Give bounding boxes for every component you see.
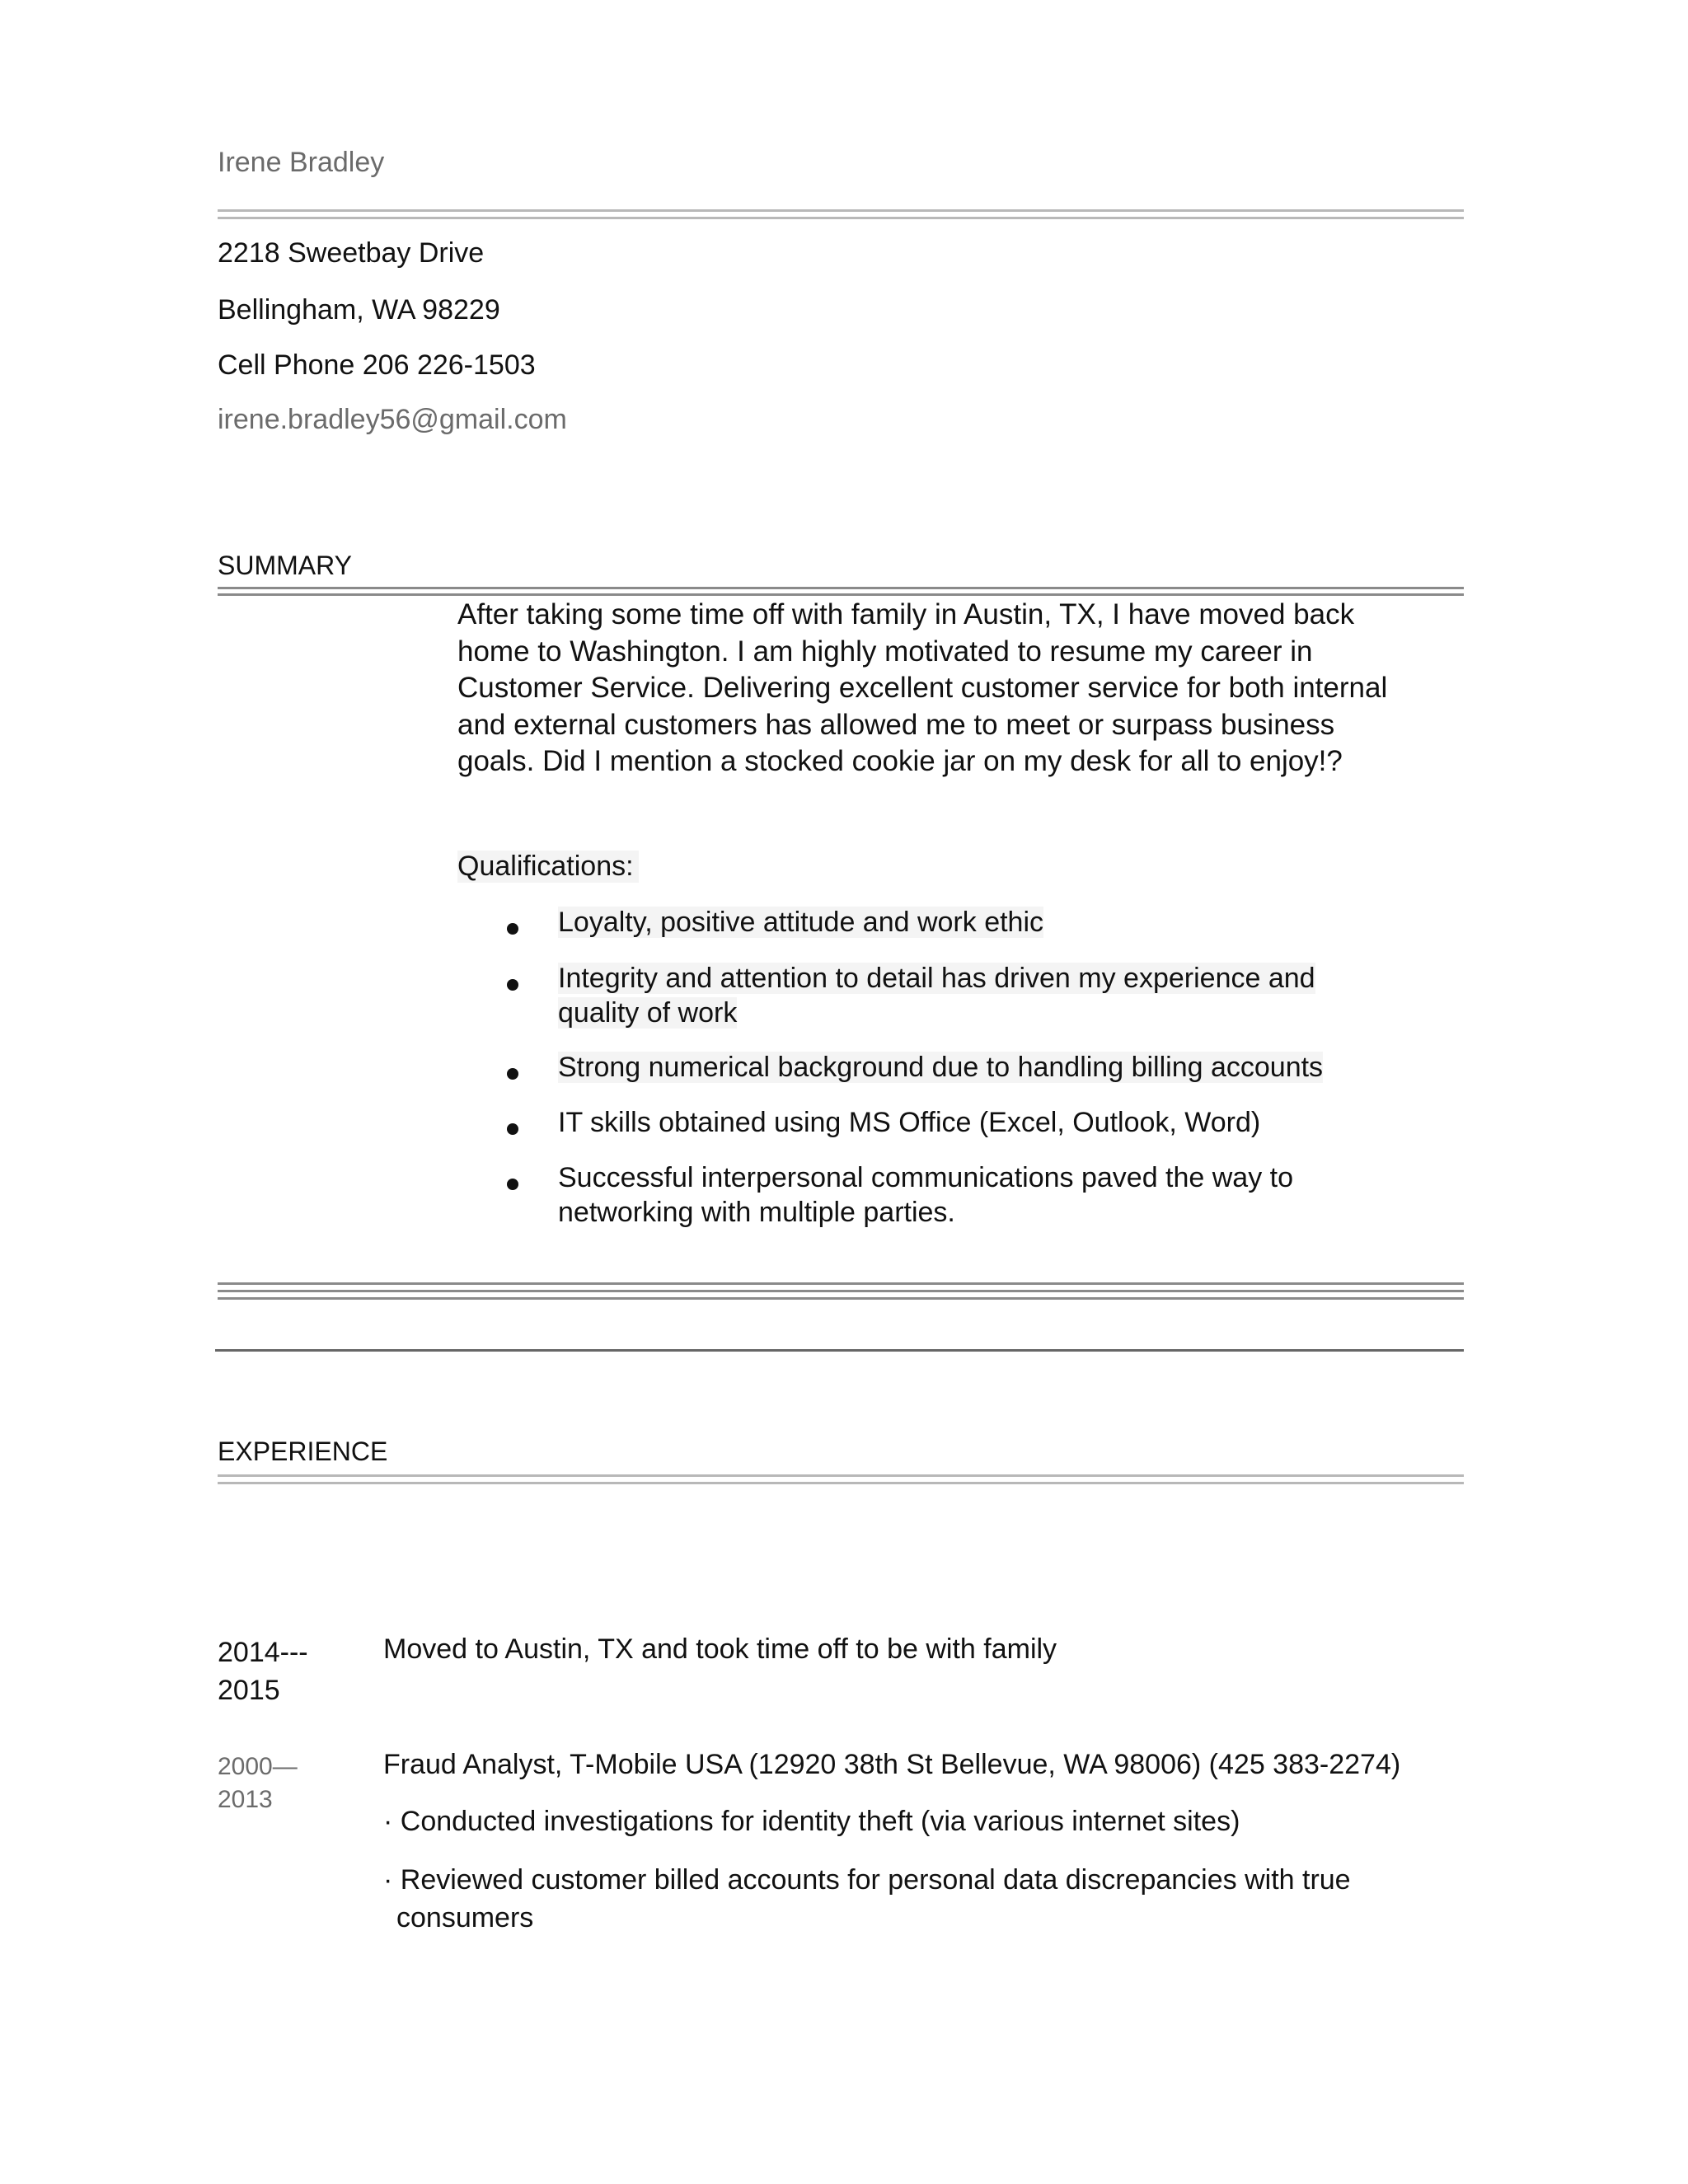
experience-rule-top: [218, 1474, 1464, 1477]
bullet-icon: [507, 1179, 518, 1190]
entry-bullet: [383, 1861, 1351, 1937]
summary-line: goals. Did I mention a stocked cookie jar on my desk for all to enjoy!?: [457, 745, 1343, 777]
address-line-1: 2218 Sweetbay Drive: [218, 237, 485, 269]
entry-bullet-line: consumers: [396, 1902, 534, 1933]
entry-title: Fraud Analyst, T-Mobile USA (12920 38th St Bellevue, WA 98006) (425 383-2274): [383, 1749, 1401, 1780]
entry-title: Moved to Austin, TX and took time off to be with family: [383, 1633, 1057, 1665]
section-rule: [218, 1297, 1464, 1300]
experience-rule-bottom: [218, 1482, 1464, 1484]
entry-years: [218, 1750, 298, 1816]
qualification-text: quality of work: [558, 997, 738, 1029]
qualification-text: Integrity and attention to detail has driven my experience and: [558, 963, 1315, 994]
summary-rule-top: [218, 587, 1464, 589]
bullet-icon: [507, 1123, 518, 1135]
section-rule: [218, 1290, 1464, 1292]
phone-number: Cell Phone 206 226-1503: [218, 349, 536, 381]
qualification-text: Strong numerical background due to handling billing accounts: [558, 1052, 1324, 1083]
email-address: irene.bradley56@gmail.com: [218, 404, 567, 435]
qualification-text: Loyalty, positive attitude and work ethic: [558, 907, 1044, 938]
entry-bullet-line: · Reviewed customer billed accounts for personal data discrepancies with true: [383, 1864, 1351, 1896]
entry-years: [218, 1633, 308, 1709]
header-rule-top: [218, 209, 1464, 212]
experience-heading: EXPERIENCE: [218, 1436, 388, 1466]
entry-year-end: 2013: [218, 1786, 273, 1813]
summary-line: After taking some time off with family in Austin, TX, I have moved back: [457, 598, 1355, 630]
qualifications-label: Qualifications:: [457, 851, 639, 883]
qualification-text: networking with multiple parties.: [558, 1197, 955, 1228]
bullet-icon: [507, 979, 518, 991]
entry-year-start: 2000—: [218, 1753, 298, 1780]
summary-heading: SUMMARY: [218, 551, 352, 580]
section-rule: [215, 1349, 1464, 1352]
entry-year-end: 2015: [218, 1675, 280, 1706]
entry-year-start: 2014---: [218, 1637, 308, 1668]
header-rule-bottom: [218, 217, 1464, 219]
summary-line: Customer Service. Delivering excellent customer service for both internal: [457, 672, 1388, 704]
bullet-icon: [507, 923, 518, 935]
summary-line: and external customers has allowed me to meet or surpass business: [457, 708, 1335, 741]
candidate-name: Irene Bradley: [218, 147, 385, 178]
bullet-icon: [507, 1068, 518, 1080]
summary-rule-bottom: [218, 593, 1464, 596]
qualification-text: IT skills obtained using MS Office (Excel, Outlook, Word): [558, 1107, 1261, 1138]
entry-bullet: · Conducted investigations for identity theft (via various internet sites): [383, 1806, 1240, 1837]
section-rule: [218, 1282, 1464, 1285]
summary-line: home to Washington. I am highly motivated to resume my career in: [457, 635, 1313, 668]
qualification-text: Successful interpersonal communications paved the way to: [558, 1162, 1294, 1193]
address-line-2: Bellingham, WA 98229: [218, 294, 500, 326]
summary-paragraph: [457, 597, 1389, 780]
